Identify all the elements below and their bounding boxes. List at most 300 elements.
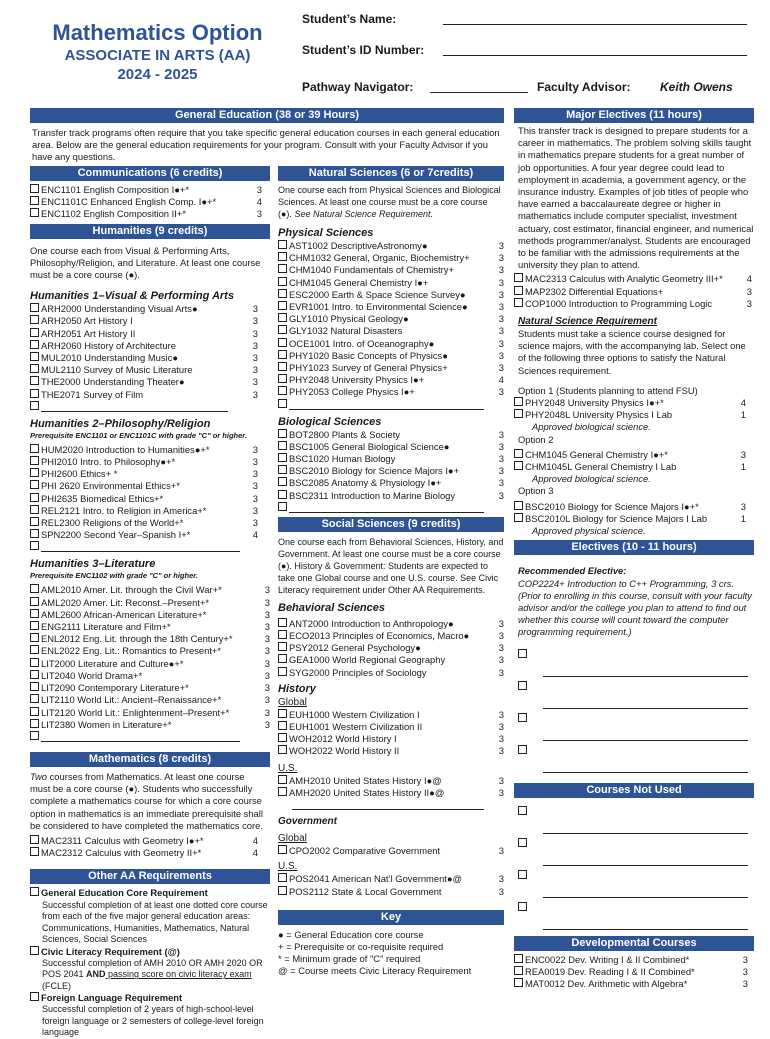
- course-row[interactable]: [30, 529, 258, 541]
- course-row[interactable]: [30, 682, 270, 694]
- course-name: GLY1032 Natural Disasters: [289, 325, 403, 337]
- course-checkbox[interactable]: [30, 376, 39, 385]
- course-credits: 3: [264, 706, 270, 718]
- course-name: ENC1101C Enhanced English Comp. I●+*: [41, 196, 217, 208]
- course-name: AST1002 DescriptiveAstronomy●: [289, 240, 428, 251]
- blank-course-row[interactable]: [30, 401, 270, 412]
- key-item: @ = Course meets Civic Literacy Requirement: [278, 965, 472, 977]
- course-checkbox[interactable]: [278, 374, 287, 383]
- course-checkbox[interactable]: [278, 429, 287, 438]
- course-checkbox[interactable]: [278, 775, 287, 784]
- course-row[interactable]: [30, 621, 270, 633]
- course-row[interactable]: [278, 845, 504, 857]
- course-row[interactable]: [278, 386, 504, 398]
- requirement-name: Civic Literacy Requirement (@): [41, 945, 180, 957]
- course-checkbox[interactable]: [30, 719, 39, 728]
- natural-science-requirement-text: Students must take a science course designed for science majors, with the accompanying lab. Select one of the following three options to satisfy the Natural Sciences requirement.: [518, 328, 746, 376]
- course-checkbox[interactable]: [278, 787, 287, 796]
- checkbox[interactable]: [518, 649, 527, 658]
- catalog-year: 2024 - 2025: [117, 66, 198, 83]
- program-title: Mathematics Option: [52, 20, 263, 45]
- course-row[interactable]: [278, 277, 504, 289]
- not-used-blank-row[interactable]: [518, 836, 754, 866]
- humanities-2-prereq: Prerequisite ENC1101 or ENC1101C with grade "C" or higher.: [30, 430, 247, 440]
- course-row[interactable]: [30, 352, 258, 364]
- course-credits: 3: [498, 617, 504, 629]
- elective-blank-row[interactable]: [518, 647, 754, 677]
- other-aa-header: Other AA Requirements: [30, 869, 270, 884]
- history-global-label: Global: [278, 696, 307, 708]
- course-checkbox[interactable]: [30, 529, 39, 538]
- course-checkbox[interactable]: [278, 386, 287, 395]
- key-item: + = Prerequisite or co-requisite required: [278, 940, 444, 952]
- course-row[interactable]: [278, 264, 504, 276]
- course-row[interactable]: [278, 374, 504, 386]
- course-credits: 3: [498, 301, 504, 313]
- course-name: PHI2635 Biomedical Ethics+*: [41, 492, 164, 504]
- course-name: BSC2085 Anatomy & Physiology I●+: [289, 477, 442, 489]
- course-checkbox[interactable]: [278, 745, 287, 754]
- course-name: ENL2012 Eng. Lit. through the 18th Century+*: [41, 633, 233, 645]
- course-credits: 3: [498, 325, 504, 337]
- course-row[interactable]: [278, 465, 504, 477]
- course-checkbox[interactable]: [30, 315, 39, 324]
- student-name-field[interactable]: [443, 24, 747, 25]
- course-row[interactable]: [30, 597, 270, 609]
- course-row[interactable]: [278, 775, 504, 787]
- course-credits: 3: [498, 845, 504, 857]
- course-credits: 3: [498, 276, 504, 288]
- course-row[interactable]: [30, 328, 258, 340]
- course-row[interactable]: [278, 441, 504, 453]
- course-row[interactable]: [278, 453, 504, 465]
- course-credits: 3: [498, 288, 504, 300]
- course-credits: 4: [746, 273, 752, 285]
- pathway-navigator-field[interactable]: [430, 92, 528, 93]
- course-credits: 3: [498, 349, 504, 361]
- course-checkbox[interactable]: [278, 709, 287, 718]
- course-checkbox[interactable]: [30, 480, 39, 489]
- course-checkbox[interactable]: [514, 397, 523, 406]
- history-blank-line[interactable]: [292, 799, 484, 810]
- course-credits: 4: [252, 529, 258, 541]
- course-checkbox[interactable]: [278, 338, 287, 347]
- checkbox[interactable]: [278, 502, 287, 511]
- course-row[interactable]: [30, 584, 270, 596]
- course-credits: 3: [252, 352, 258, 364]
- course-credits: 3: [498, 642, 504, 654]
- course-credits: 3: [264, 633, 270, 645]
- course-checkbox[interactable]: [30, 847, 39, 856]
- course-checkbox[interactable]: [278, 252, 287, 261]
- government-us-label: U.S.: [278, 861, 298, 873]
- degree-title: ASSOCIATE IN ARTS (AA): [64, 47, 251, 64]
- course-credits: 3: [498, 453, 504, 465]
- course-name: COP1000 Introduction to Programming Logic: [525, 297, 713, 309]
- course-name: ARH2000 Understanding Visual Arts●: [41, 303, 198, 315]
- checkbox[interactable]: [518, 838, 527, 847]
- course-checkbox[interactable]: [278, 325, 287, 334]
- checkbox[interactable]: [518, 902, 527, 911]
- checkbox[interactable]: [30, 731, 39, 740]
- course-row[interactable]: [30, 376, 258, 388]
- humanities-1-title: Humanities 1–Visual & Performing Arts: [30, 290, 234, 303]
- course-row[interactable]: [278, 733, 504, 745]
- course-checkbox[interactable]: [278, 477, 287, 486]
- course-checkbox[interactable]: [30, 694, 39, 703]
- course-row[interactable]: [514, 978, 748, 990]
- checkbox[interactable]: [518, 745, 527, 754]
- course-row[interactable]: [278, 325, 504, 337]
- course-name: BSC1005 General Biological Science●: [289, 440, 450, 452]
- course-credits: 1: [740, 512, 746, 524]
- course-row[interactable]: [30, 364, 258, 376]
- course-row[interactable]: [514, 966, 748, 978]
- course-checkbox[interactable]: [30, 468, 39, 477]
- course-checkbox[interactable]: [30, 682, 39, 691]
- course-row[interactable]: [278, 709, 504, 721]
- course-credits: 3: [252, 517, 258, 529]
- social-sciences-header: Social Sciences (9 credits): [278, 517, 504, 532]
- requirement-checkbox[interactable]: [30, 992, 39, 1001]
- course-checkbox[interactable]: [30, 707, 39, 716]
- course-checkbox[interactable]: [278, 490, 287, 499]
- blank-course-row[interactable]: [30, 731, 270, 742]
- course-row[interactable]: [30, 517, 258, 529]
- course-checkbox[interactable]: [30, 658, 39, 667]
- option-3-note: Approved physical science.: [532, 525, 646, 537]
- course-checkbox[interactable]: [30, 505, 39, 514]
- course-name: ARH2060 History of Architecture: [41, 339, 176, 351]
- course-row[interactable]: [30, 847, 258, 859]
- not-used-blank-row[interactable]: [518, 900, 754, 930]
- course-checkbox[interactable]: [30, 303, 39, 312]
- gen-ed-intro: Transfer track programs often require that you take specific general education courses in each general education area. Below are the general education requirements for your program. Consult with your Faculty Advisor if you have any questions.: [32, 127, 500, 163]
- course-row[interactable]: [278, 490, 504, 502]
- course-credits: 3: [498, 666, 504, 678]
- course-checkbox[interactable]: [278, 721, 287, 730]
- course-row[interactable]: [30, 303, 258, 315]
- course-row[interactable]: [278, 667, 504, 679]
- course-row[interactable]: [514, 513, 746, 525]
- course-credits: 3: [252, 480, 258, 492]
- course-name: PHI 2620 Environmental Ethics+*: [41, 480, 180, 492]
- course-row[interactable]: [278, 289, 504, 301]
- course-name: PHY2048 University Physics I●+*: [525, 397, 664, 409]
- course-checkbox[interactable]: [514, 273, 523, 282]
- course-checkbox[interactable]: [514, 978, 523, 987]
- course-row[interactable]: [278, 745, 504, 757]
- checkbox[interactable]: [278, 399, 287, 408]
- course-row[interactable]: [514, 501, 746, 513]
- course-credits: 3: [252, 376, 258, 388]
- course-row[interactable]: [278, 654, 504, 666]
- course-checkbox[interactable]: [278, 733, 287, 742]
- natural-sciences-intro: One course each from Physical Sciences and Biological Sciences. At least one course must be a core course (●). See Natural Science Requirement.: [278, 185, 501, 219]
- course-checkbox[interactable]: [278, 350, 287, 359]
- course-name: MAC2313 Calculus with Analytic Geometry III+*: [525, 273, 723, 285]
- course-checkbox[interactable]: [278, 240, 287, 249]
- course-row[interactable]: [30, 389, 258, 401]
- header-title-block: [30, 20, 285, 84]
- course-checkbox[interactable]: [514, 954, 523, 963]
- checkbox[interactable]: [518, 806, 527, 815]
- course-row[interactable]: [278, 642, 504, 654]
- course-checkbox[interactable]: [278, 465, 287, 474]
- course-checkbox[interactable]: [278, 362, 287, 371]
- blank-course-row[interactable]: [278, 399, 504, 410]
- course-credits: 4: [740, 397, 746, 409]
- humanities-3-title: Humanities 3–Literature: [30, 558, 156, 571]
- course-credits: 3: [498, 489, 504, 501]
- course-name: MAT0012 Dev. Arithmetic with Algebra*: [525, 977, 688, 989]
- course-credits: 3: [498, 477, 504, 489]
- course-checkbox[interactable]: [278, 441, 287, 450]
- course-checkbox[interactable]: [30, 364, 39, 373]
- course-checkbox[interactable]: [30, 389, 39, 398]
- course-credits: 3: [252, 315, 258, 327]
- course-row[interactable]: [278, 362, 504, 374]
- course-checkbox[interactable]: [30, 196, 39, 205]
- recommended-elective-label: Recommended Elective:: [518, 565, 627, 577]
- course-row[interactable]: [30, 456, 258, 468]
- course-checkbox[interactable]: [514, 449, 523, 458]
- course-row[interactable]: [514, 286, 752, 298]
- course-row[interactable]: [514, 397, 746, 409]
- course-credits: 3: [740, 448, 746, 460]
- course-credits: 3: [252, 364, 258, 376]
- course-credits: 3: [256, 208, 262, 220]
- course-checkbox[interactable]: [30, 456, 39, 465]
- course-row[interactable]: [30, 835, 258, 847]
- course-checkbox[interactable]: [278, 289, 287, 298]
- course-row[interactable]: [278, 350, 504, 362]
- course-row[interactable]: [30, 645, 270, 657]
- course-name: MUL2110 Survey of Music Literature: [41, 364, 193, 376]
- not-used-blank-row[interactable]: [518, 868, 754, 898]
- course-checkbox[interactable]: [278, 667, 287, 676]
- physical-sciences-title: Physical Sciences: [278, 227, 374, 239]
- course-row[interactable]: [514, 273, 752, 285]
- course-row[interactable]: [30, 208, 262, 220]
- elective-blank-row[interactable]: [518, 679, 754, 709]
- course-credits: 3: [498, 337, 504, 349]
- course-row[interactable]: [278, 301, 504, 313]
- course-checkbox[interactable]: [30, 835, 39, 844]
- course-checkbox[interactable]: [30, 340, 39, 349]
- course-name: ARH2050 Art History I: [41, 315, 133, 327]
- blank-course-row[interactable]: [30, 541, 270, 552]
- course-checkbox[interactable]: [30, 621, 39, 630]
- course-checkbox[interactable]: [514, 286, 523, 295]
- course-row[interactable]: [278, 787, 504, 799]
- course-checkbox[interactable]: [30, 444, 39, 453]
- course-row[interactable]: [30, 670, 270, 682]
- course-name: ARH2051 Art History II: [41, 327, 136, 339]
- course-name: THE2071 Survey of Film: [41, 388, 144, 400]
- course-row[interactable]: [514, 298, 752, 310]
- course-credits: 3: [498, 745, 504, 757]
- key-item: ● = General Education core course: [278, 928, 424, 940]
- course-checkbox[interactable]: [30, 584, 39, 593]
- course-row[interactable]: [30, 609, 270, 621]
- aa-requirement-row[interactable]: [30, 887, 270, 899]
- course-row[interactable]: [30, 694, 270, 706]
- course-row[interactable]: [278, 630, 504, 642]
- course-credits: 3: [256, 184, 262, 195]
- course-checkbox[interactable]: [30, 493, 39, 502]
- aa-requirement-row[interactable]: [30, 946, 270, 958]
- courses-not-used-header: Courses Not Used: [514, 783, 754, 798]
- course-name: BSC2311 Introduction to Marine Biology: [289, 489, 456, 501]
- developmental-courses-header: Developmental Courses: [514, 936, 754, 951]
- course-checkbox[interactable]: [30, 645, 39, 654]
- course-name: THE2000 Understanding Theater●: [41, 376, 185, 388]
- course-credits: 3: [742, 965, 748, 977]
- course-row[interactable]: [30, 315, 258, 327]
- course-checkbox[interactable]: [30, 352, 39, 361]
- course-row[interactable]: [30, 184, 262, 196]
- checkbox[interactable]: [518, 870, 527, 879]
- course-checkbox[interactable]: [278, 313, 287, 322]
- not-used-blank-row[interactable]: [518, 804, 754, 834]
- course-credits: 3: [498, 313, 504, 325]
- course-checkbox[interactable]: [30, 208, 39, 217]
- course-checkbox[interactable]: [278, 654, 287, 663]
- course-checkbox[interactable]: [514, 298, 523, 307]
- course-row[interactable]: [30, 633, 270, 645]
- course-name: LIT2120 World Lit.: Enlightenment–Present+*: [41, 706, 230, 718]
- course-credits: 3: [742, 953, 748, 965]
- course-name: MAP2302 Differential Equations+: [525, 285, 664, 297]
- course-name: PHI2600 Ethics+ *: [41, 468, 118, 480]
- course-row[interactable]: [30, 505, 258, 517]
- course-checkbox[interactable]: [278, 642, 287, 651]
- requirement-name: General Education Core Requirement: [41, 887, 208, 899]
- faculty-advisor-value: Keith Owens: [660, 80, 733, 94]
- checkbox[interactable]: [30, 401, 39, 410]
- course-checkbox[interactable]: [514, 409, 523, 418]
- course-row[interactable]: [278, 429, 504, 441]
- course-row[interactable]: [514, 449, 746, 461]
- course-row[interactable]: [278, 313, 504, 325]
- course-row[interactable]: [30, 340, 258, 352]
- course-checkbox[interactable]: [278, 873, 287, 882]
- course-credits: 3: [264, 621, 270, 633]
- blank-course-row[interactable]: [278, 502, 504, 513]
- course-row[interactable]: [514, 954, 748, 966]
- course-credits: 3: [252, 504, 258, 516]
- natural-science-requirement-title: Natural Science Requirement: [518, 316, 657, 328]
- checkbox[interactable]: [518, 713, 527, 722]
- course-row[interactable]: [30, 444, 258, 456]
- course-checkbox[interactable]: [278, 277, 287, 286]
- course-row[interactable]: [278, 886, 504, 898]
- course-checkbox[interactable]: [278, 264, 287, 273]
- aa-requirement-row[interactable]: [30, 992, 270, 1004]
- course-row[interactable]: [30, 707, 270, 719]
- course-checkbox[interactable]: [30, 609, 39, 618]
- course-checkbox[interactable]: [514, 966, 523, 975]
- course-credits: 3: [498, 240, 504, 251]
- course-name: LIT2090 Contemporary Literature+*: [41, 682, 189, 694]
- course-checkbox[interactable]: [278, 301, 287, 310]
- course-checkbox[interactable]: [278, 630, 287, 639]
- course-row[interactable]: [278, 873, 504, 885]
- course-row[interactable]: [30, 493, 258, 505]
- course-checkbox[interactable]: [278, 845, 287, 854]
- course-credits: 3: [498, 465, 504, 477]
- course-checkbox[interactable]: [514, 461, 523, 470]
- course-credits: 3: [264, 682, 270, 694]
- course-name: PHY2048L University Physics I Lab: [525, 409, 673, 421]
- course-row[interactable]: [514, 461, 746, 473]
- checkbox[interactable]: [518, 681, 527, 690]
- course-name: PSY2012 General Psychology●: [289, 642, 421, 654]
- elective-blank-row[interactable]: [518, 711, 754, 741]
- course-row[interactable]: [278, 240, 504, 252]
- course-row[interactable]: [278, 477, 504, 489]
- course-credits: 3: [498, 774, 504, 786]
- course-checkbox[interactable]: [514, 513, 523, 522]
- course-checkbox[interactable]: [30, 670, 39, 679]
- faculty-advisor-label: Faculty Advisor:: [537, 80, 631, 94]
- student-id-field[interactable]: [443, 55, 747, 56]
- course-row[interactable]: [30, 719, 270, 731]
- course-row[interactable]: [30, 468, 258, 480]
- course-row[interactable]: [514, 409, 746, 421]
- course-name: REL2121 Intro. to Religion in America+*: [41, 504, 207, 516]
- course-name: GLY1010 Physical Geology●: [289, 313, 409, 325]
- course-checkbox[interactable]: [30, 517, 39, 526]
- course-name: ENC1101 English Composition I●+*: [41, 184, 190, 195]
- course-name: GEA1000 World Regional Geography: [289, 654, 446, 666]
- course-checkbox[interactable]: [30, 184, 39, 193]
- course-name: MAC2311 Calculus with Geometry I●+*: [41, 834, 204, 846]
- course-row[interactable]: [278, 721, 504, 733]
- course-row[interactable]: [30, 658, 270, 670]
- course-name: ENC1102 English Composition II+*: [41, 208, 186, 220]
- course-checkbox[interactable]: [514, 501, 523, 510]
- course-credits: 4: [252, 847, 258, 859]
- requirement-checkbox[interactable]: [30, 946, 39, 955]
- course-row[interactable]: [278, 252, 504, 264]
- course-name: ENC0022 Dev. Writing I & II Combined*: [525, 953, 690, 965]
- course-checkbox[interactable]: [278, 886, 287, 895]
- course-checkbox[interactable]: [30, 633, 39, 642]
- checkbox[interactable]: [30, 541, 39, 550]
- option-2-label: Option 2: [518, 433, 554, 445]
- course-row[interactable]: [278, 618, 504, 630]
- history-us-label: U.S.: [278, 762, 298, 774]
- course-credits: 3: [252, 468, 258, 480]
- course-checkbox[interactable]: [30, 597, 39, 606]
- course-checkbox[interactable]: [30, 328, 39, 337]
- course-row[interactable]: [30, 480, 258, 492]
- course-row[interactable]: [30, 196, 262, 208]
- course-name: PHI2010 Intro. to Philosophy●+*: [41, 456, 176, 468]
- elective-blank-row[interactable]: [518, 743, 754, 773]
- course-checkbox[interactable]: [278, 453, 287, 462]
- requirement-checkbox[interactable]: [30, 887, 39, 896]
- course-name: AMH2020 United States History II●@: [289, 786, 445, 798]
- course-credits: 3: [264, 694, 270, 706]
- course-checkbox[interactable]: [278, 618, 287, 627]
- course-row[interactable]: [278, 338, 504, 350]
- course-credits: 3: [264, 584, 270, 596]
- option-2-note: Approved biological science.: [532, 473, 651, 485]
- key-item: * = Minimum grade of "C" required: [278, 953, 421, 965]
